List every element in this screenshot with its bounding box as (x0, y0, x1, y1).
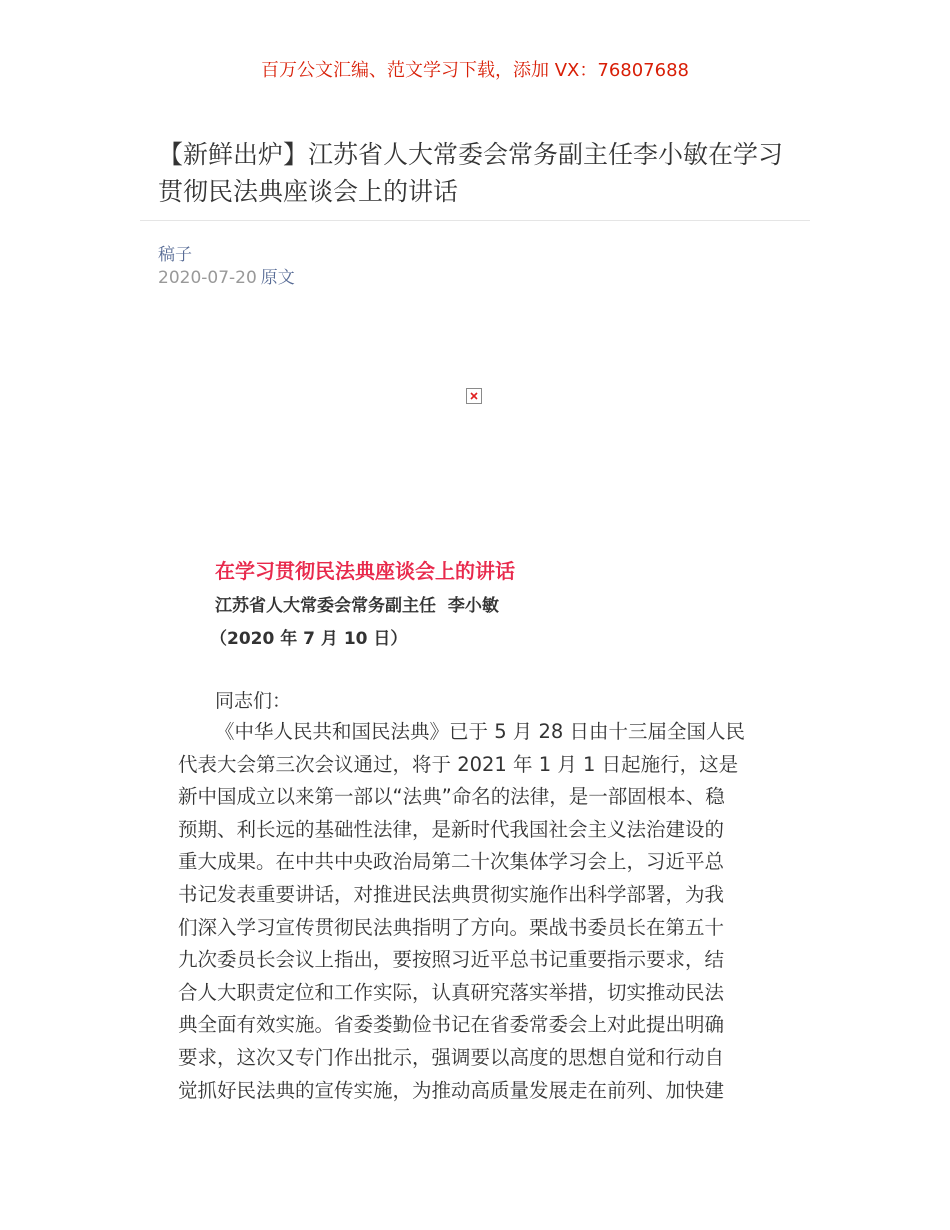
promo-banner: 百万公文汇编、范文学习下载，添加 VX：76807688 (261, 60, 689, 81)
broken-image-icon (466, 388, 482, 404)
body-line: 九次委员长会议上指出，要按照习近平总书记重要指示要求，结 (178, 948, 725, 972)
author-link[interactable]: 稿子 (158, 245, 192, 265)
body-line: 重大成果。在中共中央政治局第二十次集体学习会上，习近平总 (178, 850, 725, 874)
body-line: 要求，这次又专门作出批示，强调要以高度的思想自觉和行动自 (178, 1045, 725, 1069)
publish-date: 2020-07-20 (158, 268, 257, 288)
article-meta (158, 263, 295, 288)
body-line: 代表大会第三次会议通过，将于 2021 年 1 月 1 日起施行，这是 (178, 752, 739, 776)
body-line: 预期、利长远的基础性法律，是新时代我国社会主义法治建设的 (178, 817, 725, 841)
greeting: 同志们： (215, 690, 292, 712)
body-line: 典全面有效实施。省委娄勤俭书记在省委常委会上对此提出明确 (178, 1013, 725, 1037)
title-divider (140, 220, 810, 221)
body-line: 合人大职责定位和工作实际，认真研究落实举措，切实推动民法 (178, 980, 725, 1004)
body-line: 新中国成立以来第一部以“法典”命名的法律，是一部固根本、稳 (178, 785, 725, 809)
body-line: 书记发表重要讲话，对推进民法典贯彻实施作出科学部署，为我 (178, 882, 725, 906)
article-title: 【新鲜出炉】江苏省人大常委会常务副主任李小敏在学习贯彻民法典座谈会上的讲话 (158, 140, 784, 206)
speech-title: 在学习贯彻民法典座谈会上的讲话 (215, 559, 515, 583)
speech-body (178, 716, 778, 1107)
speech-date: （2020 年 7 月 10 日） (210, 629, 408, 649)
original-link[interactable]: 原文 (260, 268, 295, 288)
body-line: 们深入学习宣传贯彻民法典指明了方向。栗战书委员长在第五十 (178, 915, 725, 939)
body-line: 《中华人民共和国民法典》已于 5 月 28 日由十三届全国人民 (215, 720, 746, 743)
speaker-line: 江苏省人大常委会常务副主任 李小敏 (215, 596, 499, 616)
body-line: 觉抓好民法典的宣传实施，为推动高质量发展走在前列、加快建 (178, 1078, 725, 1102)
